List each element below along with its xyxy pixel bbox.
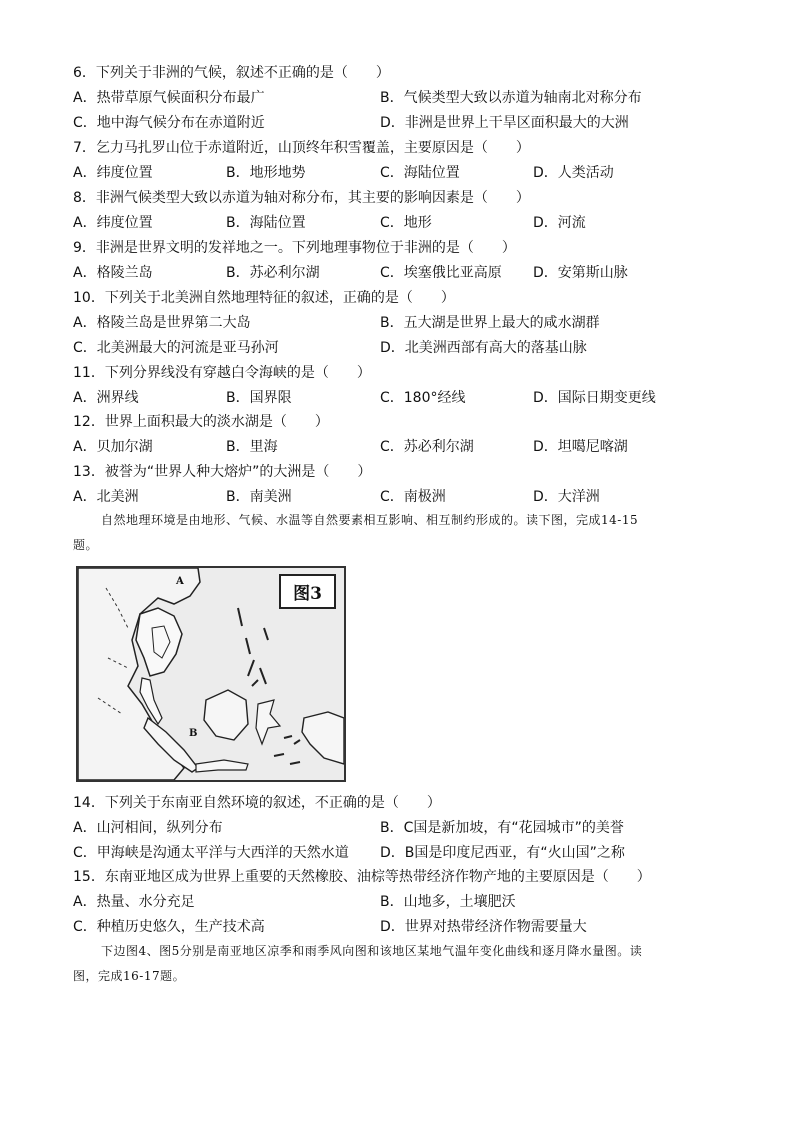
question-10-stem: 10．下列关于北美洲自然地理特征的叙述，正确的是（ ） — [73, 290, 455, 306]
question-13-stem: 13．被誉为“世界人种大熔炉”的大洲是（ ） — [73, 464, 372, 480]
question-14-stem: 14．下列关于东南亚自然环境的叙述，不正确的是（ ） — [73, 795, 441, 811]
passage-1-line-1: 自然地理环境是由地形、气候、水温等自然要素相互影响、相互制约形成的。读下图，完成14-15 — [101, 513, 639, 527]
question-6-option-b: B．气候类型大致以赤道为轴南北对称分布 — [380, 90, 642, 106]
question-15-option-c: C．种植历史悠久，生产技术高 — [73, 919, 265, 935]
question-11-option-b: B．国界限 — [226, 390, 292, 406]
passage-1-line-2: 题。 — [73, 538, 99, 552]
question-7-option-d: D．人类活动 — [533, 165, 614, 181]
question-8-option-a: A．纬度位置 — [73, 215, 153, 231]
question-14-option-a: A．山河相间，纵列分布 — [73, 820, 223, 836]
question-8-option-b: B．海陆位置 — [226, 215, 306, 231]
question-7-stem: 7．乞力马扎罗山位于赤道附近，山顶终年积雪覆盖，主要原因是（ ） — [73, 140, 530, 156]
question-6-option-d: D．非洲是世界上干旱区面积最大的大洲 — [380, 115, 629, 131]
question-14-option-c: C．甲海峡是沟通太平洋与大西洋的天然水道 — [73, 845, 349, 861]
question-9-option-d: D．安第斯山脉 — [533, 265, 628, 281]
question-13-option-c: C．南极洲 — [380, 489, 446, 505]
passage-2-line-2: 图，完成16-17题。 — [73, 969, 186, 983]
question-9-option-b: B．苏必利尔湖 — [226, 265, 320, 281]
map-label-a: A — [176, 576, 184, 587]
question-6-option-a: A．热带草原气候面积分布最广 — [73, 90, 265, 106]
question-6-stem: 6．下列关于非洲的气候，叙述不正确的是（ ） — [73, 65, 390, 81]
question-12-option-b: B．里海 — [226, 439, 278, 455]
question-12-option-a: A．贝加尔湖 — [73, 439, 153, 455]
question-13-option-a: A．北美洲 — [73, 489, 139, 505]
question-12-stem: 12．世界上面积最大的淡水湖是（ ） — [73, 414, 329, 430]
question-9-option-c: C．埃塞俄比亚高原 — [380, 265, 502, 281]
question-15-option-b: B．山地多，土壤肥沃 — [380, 894, 516, 910]
question-11-option-c: C．180°经线 — [380, 390, 466, 406]
passage-2-line-1: 下边图4、图5分别是南亚地区凉季和雨季风向图和该地区某地气温年变化曲线和逐月降水量图。读 — [101, 944, 643, 958]
question-13-option-b: B．南美洲 — [226, 489, 292, 505]
question-10-option-b: B．五大湖是世界上最大的咸水湖群 — [380, 315, 600, 331]
question-15-option-a: A．热量、水分充足 — [73, 894, 195, 910]
question-14-option-b: B．C国是新加坡，有“花园城市”的美誉 — [380, 820, 624, 836]
passage-2 — [73, 939, 723, 989]
question-8-stem: 8．非洲气候类型大致以赤道为轴对称分布，其主要的影响因素是（ ） — [73, 190, 530, 206]
question-8-option-c: C．地形 — [380, 215, 432, 231]
question-13-option-d: D．大洋洲 — [533, 489, 600, 505]
figure-label: 图3 — [279, 574, 336, 609]
question-7-option-a: A．纬度位置 — [73, 165, 153, 181]
question-9-option-a: A．格陵兰岛 — [73, 265, 153, 281]
passage-1 — [73, 508, 723, 558]
question-10-option-a: A．格陵兰岛是世界第二大岛 — [73, 315, 251, 331]
question-11-option-a: A．洲界线 — [73, 390, 139, 406]
question-12-option-d: D．坦噶尼喀湖 — [533, 439, 628, 455]
question-8-option-d: D．河流 — [533, 215, 586, 231]
southeast-asia-map — [76, 566, 346, 782]
question-6-option-c: C．地中海气候分布在赤道附近 — [73, 115, 265, 131]
question-12-option-c: C．苏必利尔湖 — [380, 439, 474, 455]
map-label-b: B — [189, 728, 198, 739]
question-7-option-b: B．地形地势 — [226, 165, 306, 181]
question-10-option-c: C．北美洲最大的河流是亚马孙河 — [73, 340, 279, 356]
question-11-option-d: D．国际日期变更线 — [533, 390, 656, 406]
question-7-option-c: C．海陆位置 — [380, 165, 460, 181]
question-15-stem: 15．东南亚地区成为世界上重要的天然橡胶、油棕等热带经济作物产地的主要原因是（ ） — [73, 869, 651, 885]
question-10-option-d: D．北美洲西部有高大的落基山脉 — [380, 340, 587, 356]
question-11-stem: 11．下列分界线没有穿越白令海峡的是（ ） — [73, 365, 371, 381]
question-14-option-d: D．B国是印度尼西亚，有“火山国”之称 — [380, 845, 625, 861]
question-15-option-d: D．世界对热带经济作物需要量大 — [380, 919, 587, 935]
question-9-stem: 9．非洲是世界文明的发祥地之一。下列地理事物位于非洲的是（ ） — [73, 240, 516, 256]
